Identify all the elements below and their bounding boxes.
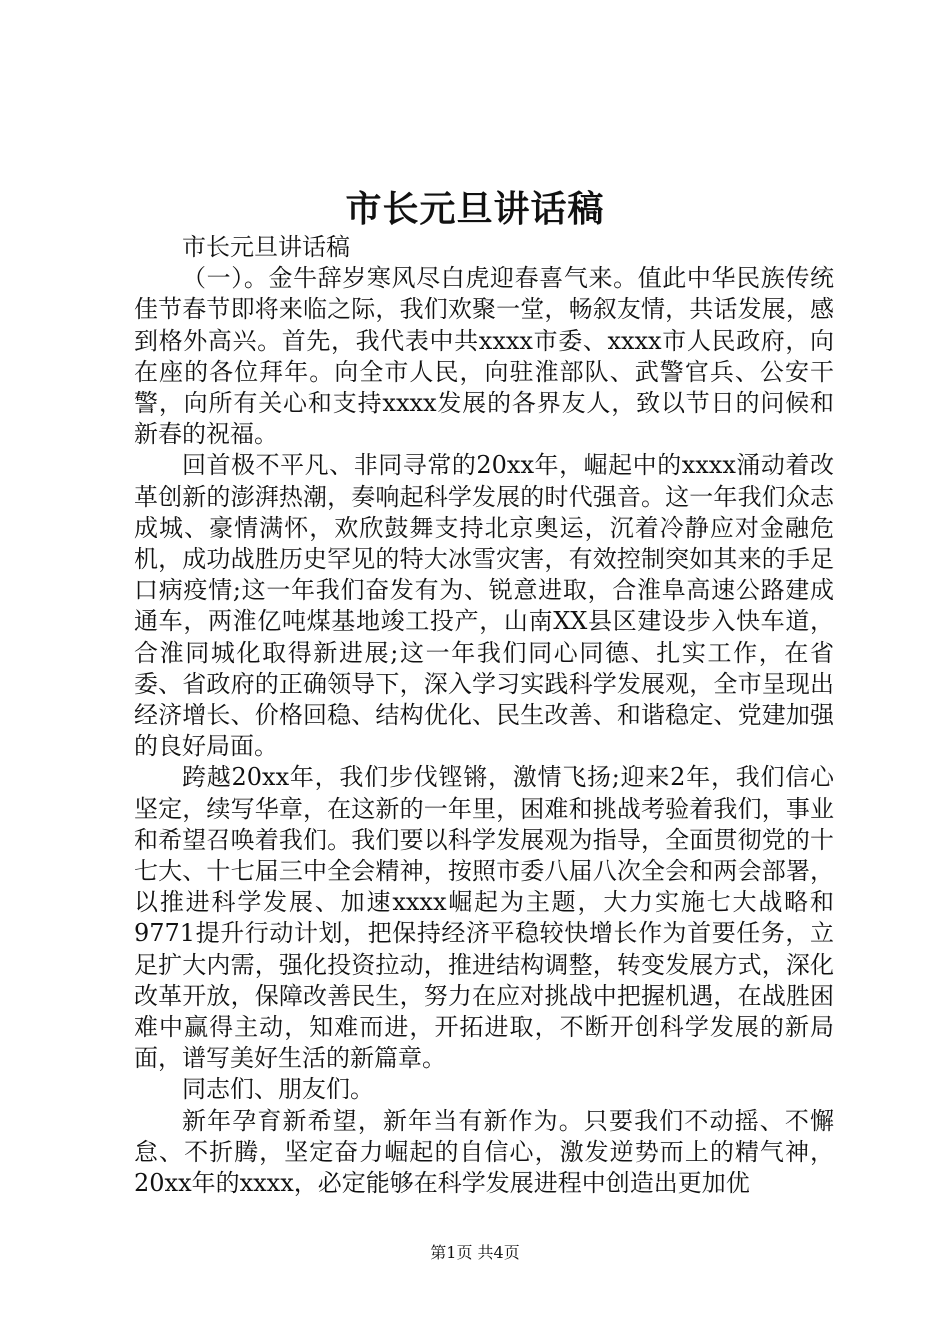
body-paragraph-closing: 新年孕育新希望，新年当有新作为。只要我们不动摇、不懈怠、不折腾，坚定奋力崛起的自信心，激发逆势而上的精气神，20xx年的xxxx，必定能够在科学发展进程中创造出更加优 <box>134 1106 834 1198</box>
page-footer: 第1页 共4页 <box>430 1243 520 1262</box>
body-paragraph-plan: 跨越20xx年，我们步伐铿锵，激情飞扬;迎来2年，我们信心坚定，续写华章，在这新的一年里，困难和挑战考验着我们，事业和希望召唤着我们。我们要以科学发展观为指导，全面贯彻党的十七大、十七届三中全会精神，按照市委八届八次全会和两会部署，以推进科学发展、加速xxxx崛起为主题，大力实施七大战略和9771提升行动计划，把保持经济平稳较快增长作为首要任务，立足扩大内需，强化投资拉动，推进结构调整，转变发展方式，深化改革开放，保障改善民生，努力在应对挑战中把握机遇，在战胜困难中赢得主动，知难而进，开拓进取，不断开创科学发展的新局面，谱写美好生活的新篇章。 <box>134 763 834 1073</box>
body-paragraph-greeting: （一）。金牛辞岁寒风尽白虎迎春喜气来。值此中华民族传统佳节春节即将来临之际，我们欢聚一堂，畅叙友情，共话发展，感到格外高兴。首先，我代表中共xxxx市委、xxxx市人民政府，向在座的各位拜年。向全市人民，向驻淮部队、武警官兵、公安干警，向所有关心和支持xxxx发展的各界友人，致以节日的问候和新春的祝福。 <box>134 264 834 449</box>
document-body <box>134 232 834 1199</box>
body-paragraph-review: 回首极不平凡、非同寻常的20xx年，崛起中的xxxx涌动着改革创新的澎湃热潮，奏响起科学发展的时代强音。这一年我们众志成城、豪情满怀，欢欣鼓舞支持北京奥运，沉着冷静应对金融危机，成功战胜历史罕见的特大冰雪灾害，有效控制突如其来的手足口病疫情;这一年我们奋发有为、锐意进取，合淮阜高速公路建成通车，两淮亿吨煤基地竣工投产，山南XX县区建设步入快车道，合淮同城化取得新进展;这一年我们同心同德、扎实工作，在省委、省政府的正确领导下，深入学习实践科学发展观，全市呈现出经济增长、价格回稳、结构优化、民生改善、和谐稳定、党建加强的良好局面。 <box>134 451 834 761</box>
body-paragraph-address: 同志们、朋友们。 <box>182 1075 374 1104</box>
document-title: 市长元旦讲话稿 <box>345 188 605 230</box>
body-paragraph-heading: 市长元旦讲话稿 <box>182 233 350 261</box>
